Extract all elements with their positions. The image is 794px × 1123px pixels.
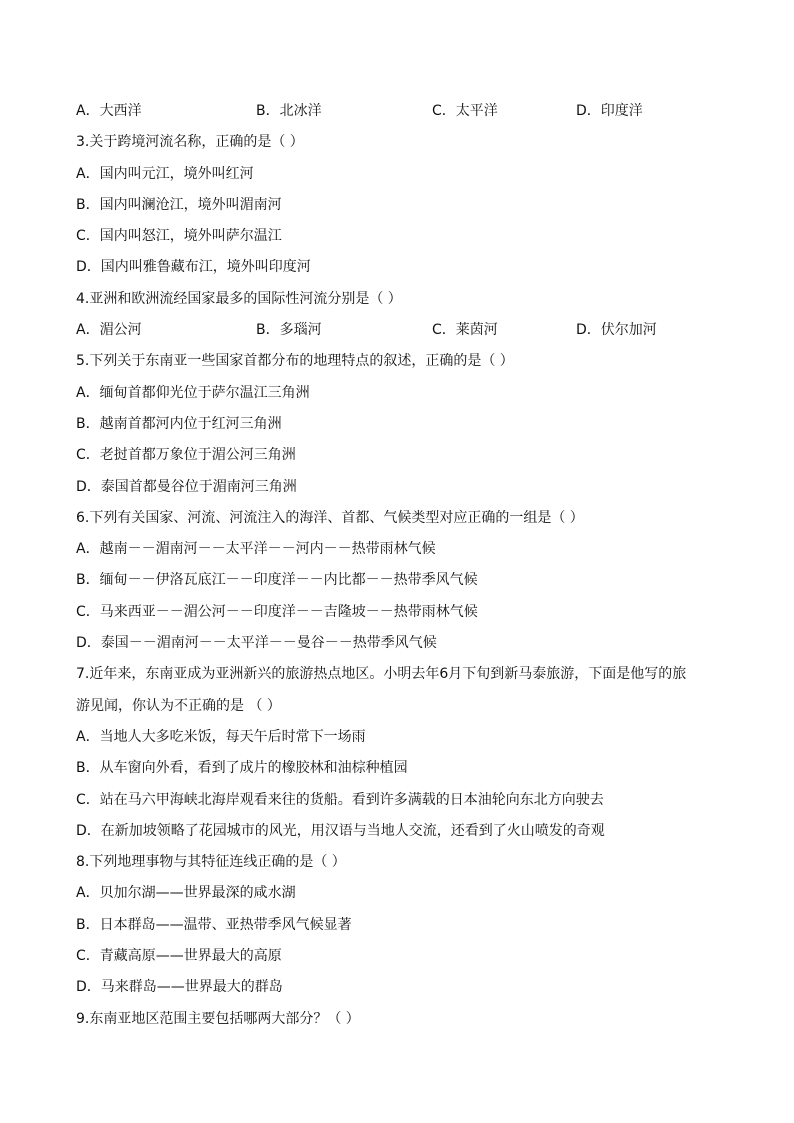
text-line: C．老挝首都万象位于湄公河三角洲	[76, 447, 296, 464]
option-text: A．大西洋	[76, 103, 142, 119]
question-content	[76, 100, 726, 1039]
question-stem: 8.下列地理事物与其特征连线正确的是（ ）	[76, 854, 346, 871]
text-line: C．站在马六甲海峡北海岸观看来往的货船。看到许多满载的日本油轮向东北方向驶去	[76, 791, 604, 808]
question-stem: 4.亚洲和欧洲流经国家最多的国际性河流分别是（ ）	[76, 290, 402, 307]
text-line: D．泰国首都曼谷位于湄南河三角洲	[76, 478, 297, 495]
text-line: D．泰国－－湄南河－－太平洋－－曼谷－－热带季风气候	[76, 635, 437, 652]
option-text: D．印度洋	[576, 103, 643, 119]
option-text: B．北冰洋	[256, 103, 322, 119]
text-line: A．国内叫元江，境外叫红河	[76, 165, 254, 182]
text-line: A．贝加尔湖——世界最深的咸水湖	[76, 885, 296, 902]
option-text: A．湄公河	[76, 322, 142, 339]
option-text: B．多瑙河	[256, 322, 322, 339]
text-line: C．青藏高原——世界最大的高原	[76, 948, 282, 965]
option-text: C．莱茵河	[432, 322, 498, 339]
text-line: B．从车窗向外看，看到了成片的橡胶林和油棕种植园	[76, 760, 408, 777]
text-line: A．缅甸首都仰光位于萨尔温江三角洲	[76, 384, 310, 401]
question-stem: 9.东南亚地区范围主要包括哪两大部分？（ ）	[76, 1010, 360, 1027]
text-line: D．马来群岛——世界最大的群岛	[76, 979, 283, 996]
text-line: C．国内叫怒江，境外叫萨尔温江	[76, 228, 282, 245]
question-stem: 7.近年来，东南亚成为亚洲新兴的旅游热点地区。小明去年6月下旬到新马泰旅游，下面是他写的旅	[76, 666, 687, 683]
option-text: D．伏尔加河	[576, 322, 657, 339]
text-line: A．越南－－湄南河－－太平洋－－河内－－热带雨林气候	[76, 541, 436, 558]
question-stem: 5.下列关于东南亚一些国家首都分布的地理特点的叙述，正确的是（ ）	[76, 353, 514, 370]
text-line: B．缅甸－－伊洛瓦底江－－印度洋－－内比都－－热带季风气候	[76, 572, 478, 589]
text-line: B．国内叫澜沧江，境外叫湄南河	[76, 196, 282, 213]
options-row	[76, 319, 726, 350]
text-line: B．日本群岛——温带、亚热带季风气候显著	[76, 916, 352, 933]
option-text: C．太平洋	[432, 103, 498, 119]
text-line: D．在新加坡领略了花园城市的风光，用汉语与当地人交流，还看到了火山喷发的奇观	[76, 822, 605, 839]
question-stem: 6.下列有关国家、河流、河流注入的海洋、首都、气候类型对应正确的一组是（ ）	[76, 509, 584, 526]
text-line: 游见闻，你认为不正确的是 （ ）	[76, 697, 281, 714]
options-row	[76, 100, 726, 131]
text-line: C．马来西亚－－湄公河－－印度洋－－吉隆坡－－热带雨林气候	[76, 603, 478, 620]
text-line: A．当地人大多吃米饭，每天午后时常下一场雨	[76, 728, 366, 745]
text-line: B．越南首都河内位于红河三角洲	[76, 415, 282, 432]
question-stem: 3.关于跨境河流名称，正确的是（ ）	[76, 134, 304, 151]
text-line: D．国内叫雅鲁藏布江，境外叫印度河	[76, 259, 311, 276]
